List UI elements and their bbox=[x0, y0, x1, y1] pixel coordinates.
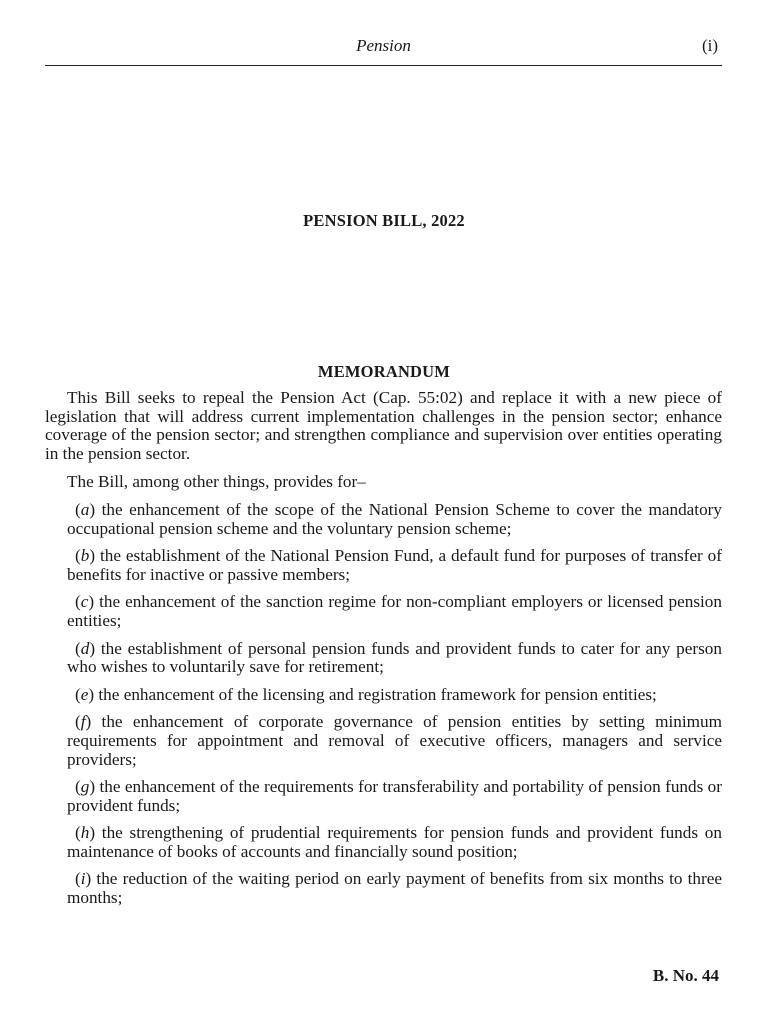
provision-item: (e) the enhancement of the licensing and registration framework for pension entities; bbox=[75, 684, 657, 704]
item-letter: e bbox=[80, 684, 89, 704]
item-letter: h bbox=[80, 823, 90, 843]
item-text: the enhancement of the scope of the National Pension Scheme to cover the mandatory occupational pension scheme and the voluntary pension scheme; bbox=[67, 499, 722, 538]
memorandum-body bbox=[45, 389, 722, 908]
provision-item: (c) the enhancement of the sanction regime for non-compliant employers or licensed pension entities; bbox=[67, 592, 722, 630]
provision-item: (d) the establishment of personal pension funds and provident funds to cater for any person who wishes to voluntarily save for retirement; bbox=[67, 638, 722, 677]
item-letter: a bbox=[80, 499, 90, 519]
page-number: (i) bbox=[701, 36, 718, 55]
item-text: the enhancement of the sanction regime for non-compliant employers or licensed pension entities; bbox=[67, 592, 722, 630]
item-letter: g bbox=[80, 777, 90, 797]
memorandum-intro: This Bill seeks to repeal the Pension Act (Cap. 55:02) and replace it with a new piece of legislation that will address current implementation challenges in the pension sector; enhance coverage of the pension sector; and strengthen compliance and supervision over entities operating in the pension sector. bbox=[45, 388, 722, 463]
item-text: the enhancement of the licensing and registration framework for pension entities; bbox=[94, 684, 657, 704]
running-head bbox=[45, 36, 722, 58]
item-text: the reduction of the waiting period on early payment of benefits from six months to three months; bbox=[67, 869, 722, 908]
item-letter: i bbox=[80, 869, 86, 889]
item-text: the enhancement of the requirements for transferability and portability of pension funds or provident funds; bbox=[67, 777, 722, 815]
item-text: the establishment of personal pension funds and provident funds to cater for any person who wishes to voluntarily save for retirement; bbox=[67, 638, 722, 677]
header-rule bbox=[45, 65, 722, 66]
item-letter: b bbox=[80, 546, 90, 566]
item-letter: f bbox=[80, 712, 86, 732]
provision-item: (a) the enhancement of the scope of the National Pension Scheme to cover the mandatory occupational pension scheme and the voluntary pension scheme; bbox=[67, 499, 722, 538]
running-head-title: Pension bbox=[356, 36, 411, 55]
item-letter: c bbox=[80, 592, 89, 612]
item-text: the enhancement of corporate governance of pension entities by setting minimum requirements for appointment and removal of executive officers, managers and service providers; bbox=[67, 712, 722, 769]
memorandum-heading: MEMORANDUM bbox=[317, 362, 451, 381]
bill-title: PENSION BILL, 2022 bbox=[303, 211, 465, 230]
item-text: the strengthening of prudential requirements for pension funds and provident funds on maintenance of books of accounts and financially sound position; bbox=[67, 823, 722, 861]
provision-item: (i) the reduction of the waiting period on early payment of benefits from six months to three months; bbox=[67, 869, 722, 908]
provision-item: (g) the enhancement of the requirements for transferability and portability of pension funds or provident funds; bbox=[67, 777, 722, 815]
item-letter: d bbox=[80, 638, 90, 658]
provision-item: (b) the establishment of the National Pension Fund, a default fund for purposes of transfer of benefits for inactive or passive members; bbox=[67, 546, 722, 584]
bill-number: B. No. 44 bbox=[652, 966, 719, 985]
provision-item: (h) the strengthening of prudential requirements for pension funds and provident funds on maintenance of books of accounts and financially sound position; bbox=[67, 823, 722, 861]
item-text: the establishment of the National Pension Fund, a default fund for purposes of transfer of benefits for inactive or passive members; bbox=[67, 546, 722, 584]
memorandum-lead: The Bill, among other things, provides for– bbox=[67, 472, 366, 492]
provision-item: (f) the enhancement of corporate governance of pension entities by setting minimum requirements for appointment and removal of executive officers, managers and service providers; bbox=[67, 712, 722, 769]
